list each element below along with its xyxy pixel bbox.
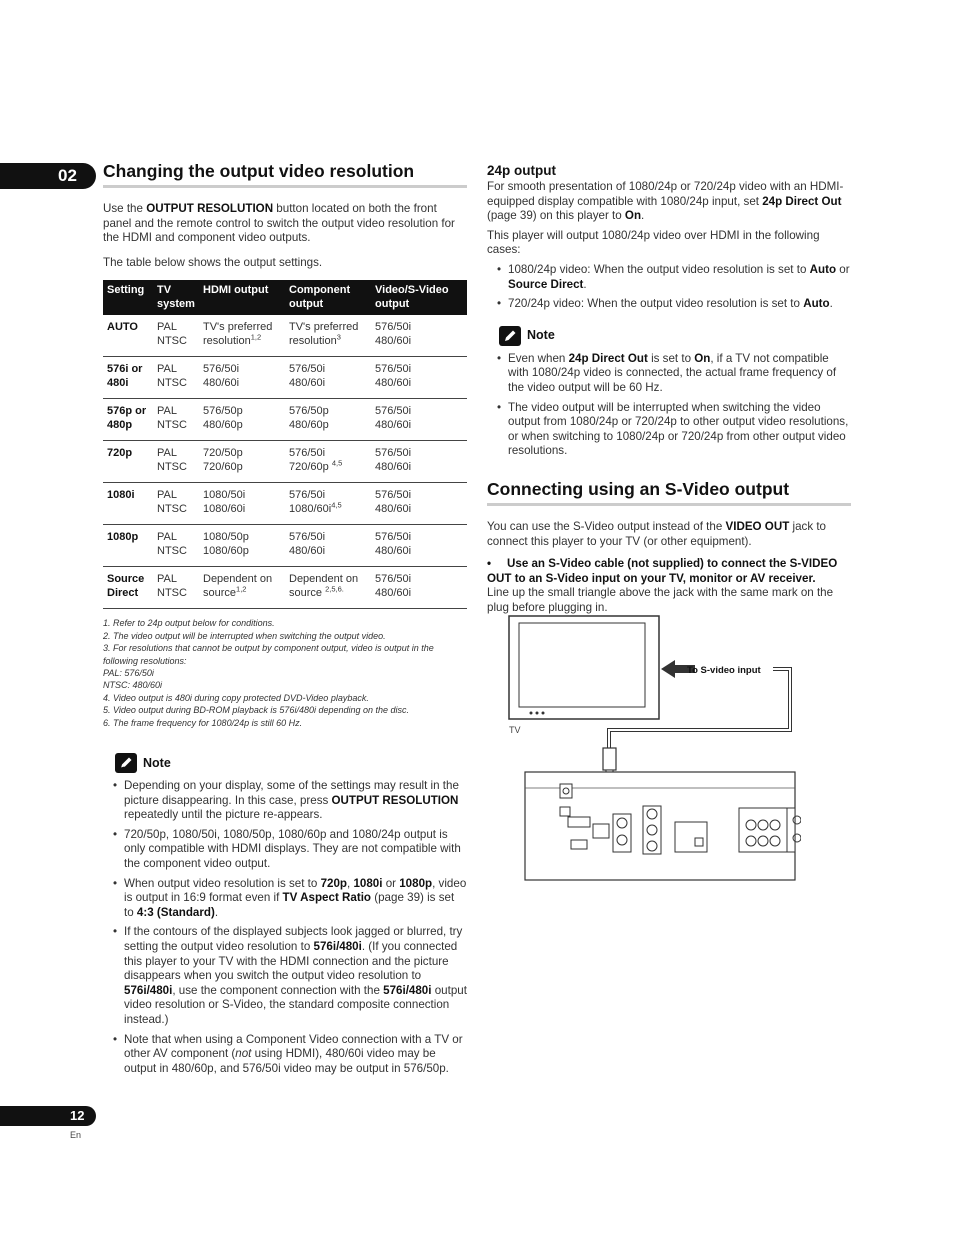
table-row: 1080p PAL NTSC 1080/50p 1080/60p 576/50i 480/60i 576/50i 480/60i [103, 525, 467, 567]
left-column [103, 159, 467, 1081]
svideo-connection-diagram [505, 612, 801, 882]
note-heading-left: Note [115, 753, 467, 773]
col-header-setting: Setting [103, 280, 153, 315]
list-item: • The video output will be interrupted when switching the video output from 1080/24p or 720/24p to other output video resolutions, or when switching to 1080/24p or 720/24p from other output video resolutions. [495, 401, 851, 459]
step-instruction: • Use an S-Video cable (not supplied) to connect the S-VIDEO OUT to an S-Video input on your TV, monitor or AV receiver. [487, 557, 838, 585]
intro-paragraph: Use the OUTPUT RESOLUTION button located on both the front panel and the remote control to switch the output video resolution for the HDMI and component video outputs. [103, 202, 455, 245]
tv-label: TV [509, 725, 521, 735]
page-number-tab: 12 [0, 1106, 96, 1126]
player-rear-panel [525, 772, 801, 880]
tv-illustration [509, 616, 659, 719]
col-header-tv-system: TV system [153, 280, 199, 315]
list-item: • 720/24p video: When the output video resolution is set to Auto. [495, 297, 851, 312]
language-label: En [70, 1130, 82, 1140]
list-item: • Note that when using a Component Video connection with a TV or other AV component (not using HDMI), 480/60i video may be output in 480/60p, and 576/50i video may be output in 576/50p. [111, 1033, 467, 1077]
list-item: • 720/50p, 1080/50i, 1080/50p, 1080/60p and 1080/24p output is only compatible with HDMI displays. They are not compatible with the component video output. [111, 828, 467, 872]
table-row: Source Direct PAL NTSC Dependent on source$^{1,2}$ Dependent on source $^{2,5,6.}$ 576/50i 480/60i [103, 567, 467, 609]
table-intro: The table below shows the output settings. [103, 255, 323, 269]
list-item: • 1080/24p video: When the output video resolution is set to Auto or Source Direct. [495, 263, 851, 292]
right-column [487, 159, 851, 620]
note-heading-right: Note [499, 326, 851, 346]
arrow-label: To S-video input [687, 665, 761, 676]
left-notes-list [103, 779, 467, 1076]
col-header-component: Component output [285, 280, 371, 315]
list-item: • Even when 24p Direct Out is set to On, if a TV not compatible with 1080/24p video is connected, the actual frame frequency of the video output will be 60 Hz. [495, 352, 851, 396]
step-detail: Line up the small triangle above the jack with the same mark on the plug before plugging in. [487, 586, 834, 614]
note-pencil-icon [499, 326, 521, 346]
table-row: 576i or 480i PAL NTSC 576/50i 480/60i 576/50i 480/60i 576/50i 480/60i [103, 357, 467, 399]
table-footnotes: 1. Refer to 24p output below for conditions. 2. The video output will be interrupted when switching the output video. 3. For resolutions that cannot be output by component output, video is output in the following resolutions: PAL: 576/50i NTSC: 480/60i 4. Video output is 480i during copy protected DVD-Video playback. 5. Video output during BD-ROM playback is 576i/480i depending on the disc. 6. The frame frequency for 1080/24p is still 60 Hz. [103, 618, 434, 728]
table-row: 720p PAL NTSC 720/50p 720/60p 576/50i 720/60p $^{4,5}$ 576/50i 480/60i [103, 441, 467, 483]
output-settings-table [103, 280, 467, 609]
table-row: 576p or 480p PAL NTSC 576/50p 480/60p 576/50p 480/60p 576/50i 480/60i [103, 399, 467, 441]
chapter-tab: 02 [0, 163, 96, 189]
paragraph: For smooth presentation of 1080/24p or 720/24p video with an HDMI-equipped display compatible with 1080/24p input, set 24p Direct Out (page 39) on this player to On. [487, 180, 844, 223]
24p-cases-list [487, 263, 851, 312]
col-header-hdmi: HDMI output [199, 280, 285, 315]
section-title-resolution: Changing the output video resolution [103, 159, 467, 188]
paragraph: You can use the S-Video output instead of the VIDEO OUT jack to connect this player to your TV (or other equipment). [487, 519, 827, 548]
subsection-title-24p: 24p output [487, 163, 556, 178]
note-pencil-icon [115, 753, 137, 773]
table-row: AUTO PAL NTSC TV's preferred resolution$^{1,2}$ TV's preferred resolution$^3$ 576/50i 480/60i [103, 315, 467, 357]
list-item: • Depending on your display, some of the settings may result in the picture disappearing. In this case, press OUTPUT RESOLUTION repeatedly until the picture re-appears. [111, 779, 467, 823]
list-item: • If the contours of the displayed subjects look jagged or blurred, try setting the output video resolution to 576i/480i. (If you connected this player to your TV with the HDMI connection and the picture disappears when you switch the output video resolution to 576i/480i, use the component connection with the 576i/480i output video resolution or S-Video, the standard composite connection instead.) [111, 925, 467, 1027]
right-notes-list [487, 352, 851, 459]
list-item: • When output video resolution is set to 720p, 1080i or 1080p, video is output in 16:9 format even if TV Aspect Ratio (page 39) is set to 4:3 (Standard). [111, 877, 467, 921]
table-header-row [103, 280, 467, 315]
section-title-svideo: Connecting using an S-Video output [487, 477, 851, 506]
col-header-video: Video/S-Video output [371, 280, 467, 315]
diagram-svg [505, 612, 801, 882]
paragraph: This player will output 1080/24p video over HDMI in the following cases: [487, 228, 820, 257]
table-row: 1080i PAL NTSC 1080/50i 1080/60i 576/50i $1080/60i^{4,5}$ 576/50i 480/60i [103, 483, 467, 525]
